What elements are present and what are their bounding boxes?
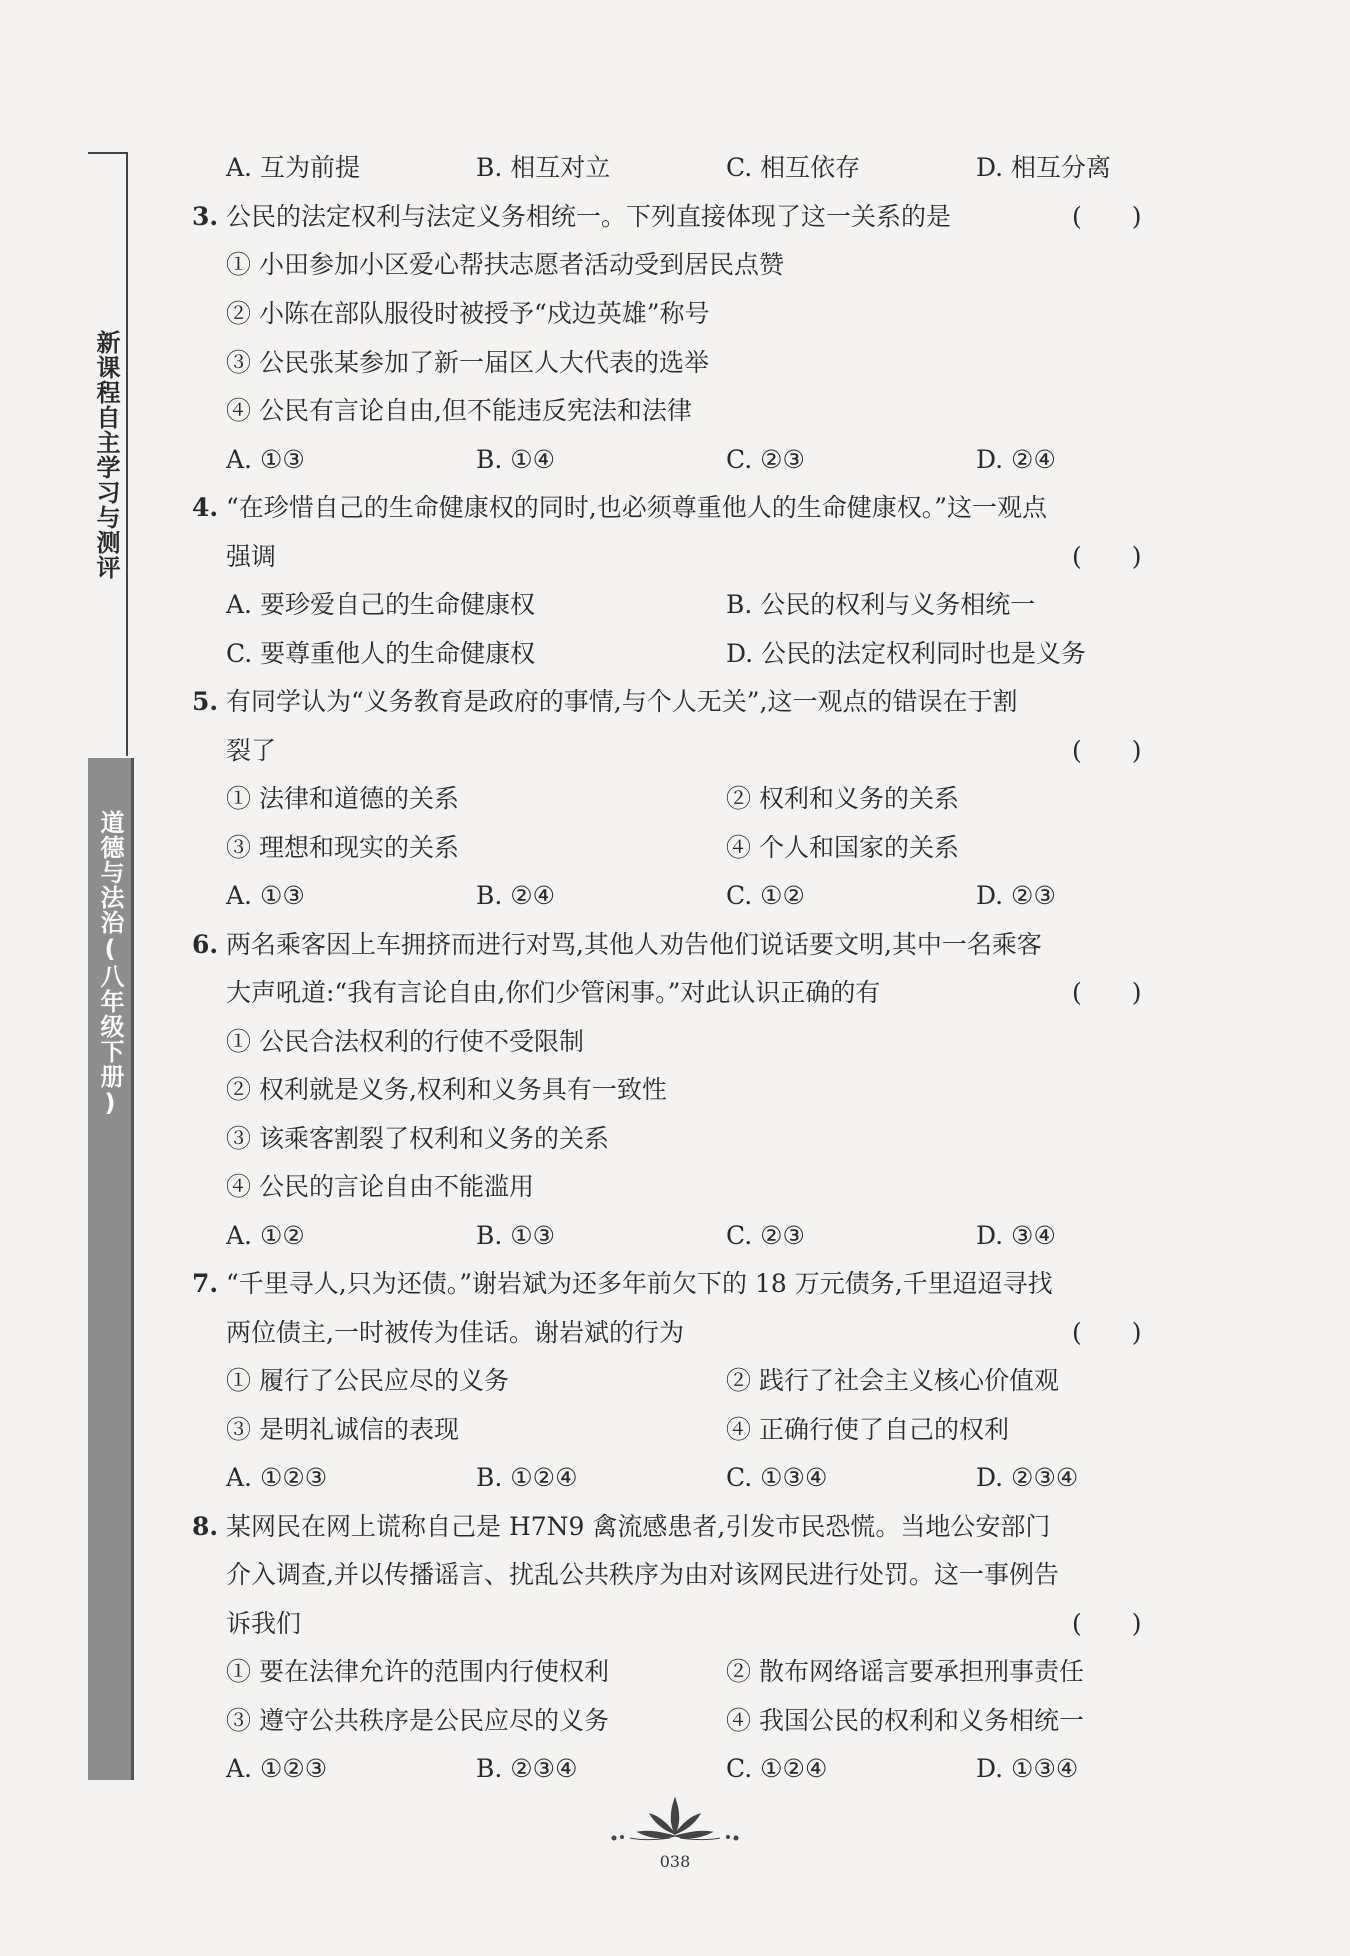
answer-blank: ( ) <box>1072 542 1142 571</box>
option-a: A. ①②③ <box>226 1463 328 1492</box>
statement: ② 权利和义务的关系 <box>726 784 959 813</box>
question-stem-line: 公民的法定权利与法定义务相统一。下列直接体现了这一关系的是 <box>226 202 952 231</box>
question-stem-line: 强调 <box>226 542 277 571</box>
answer-blank: ( ) <box>1072 1318 1142 1347</box>
question-number: 3. <box>192 202 219 231</box>
statement: ③ 公民张某参加了新一届区人大代表的选举 <box>226 348 709 377</box>
question-stem-line: 有同学认为“义务教育是政府的事情,与个人无关”,这一观点的错误在于割 <box>226 687 1018 716</box>
option-c: C. 要尊重他人的生命健康权 <box>226 639 536 668</box>
option-b: B. 公民的权利与义务相统一 <box>726 590 1036 619</box>
question-number: 5. <box>192 687 219 716</box>
option-b: B. ①②④ <box>476 1463 578 1492</box>
option-d: D. ②③④ <box>976 1463 1079 1492</box>
question-number: 7. <box>192 1269 219 1298</box>
option-c: C. ①② <box>726 881 805 910</box>
option-d: D. 相互分离 <box>976 153 1112 182</box>
question-number: 6. <box>192 930 219 959</box>
option-c: C. 相互依存 <box>726 153 861 182</box>
question-stem-line: 裂了 <box>226 736 277 765</box>
statement: ② 践行了社会主义核心价值观 <box>726 1366 1059 1395</box>
question-stem-line: “千里寻人,只为还债。”谢岩斌为还多年前欠下的 18 万元债务,千里迢迢寻找 <box>226 1269 1053 1298</box>
option-c: C. ②③ <box>726 1221 805 1250</box>
sidebar-book-title: 新课程自主学习与测评 <box>92 330 120 580</box>
leaf-ornament-icon <box>600 1790 750 1850</box>
statement: ① 小田参加小区爱心帮扶志愿者活动受到居民点赞 <box>226 250 784 279</box>
option-b: B. ①④ <box>476 445 556 474</box>
question-stem-line: 诉我们 <box>226 1609 302 1638</box>
statement: ③ 理想和现实的关系 <box>226 833 459 862</box>
statement: ① 公民合法权利的行使不受限制 <box>226 1027 584 1056</box>
statement: ④ 公民有言论自由,但不能违反宪法和法律 <box>226 396 692 425</box>
option-c: C. ①③④ <box>726 1463 828 1492</box>
statement: ③ 是明礼诚信的表现 <box>226 1415 459 1444</box>
option-d: D. 公民的法定权利同时也是义务 <box>726 639 1087 668</box>
option-a: A. ①③ <box>226 881 305 910</box>
option-d: D. ②③ <box>976 881 1056 910</box>
option-a: A. ①② <box>226 1221 305 1250</box>
answer-blank: ( ) <box>1072 736 1142 765</box>
statement: ③ 遵守公共秩序是公民应尽的义务 <box>226 1706 609 1735</box>
option-d: D. ③④ <box>976 1221 1056 1250</box>
option-a: A. ①③ <box>226 445 305 474</box>
page-number: 038 <box>659 1852 691 1871</box>
answer-blank: ( ) <box>1072 202 1142 231</box>
option-b: B. 相互对立 <box>476 153 611 182</box>
question-stem-line: 两名乘客因上车拥挤而进行对骂,其他人劝告他们说话要文明,其中一名乘客 <box>226 930 1042 959</box>
question-stem-line: “在珍惜自己的生命健康权的同时,也必须尊重他人的生命健康权。”这一观点 <box>226 493 1048 522</box>
statement: ④ 正确行使了自己的权利 <box>726 1415 1009 1444</box>
question-stem-line: 大声吼道:“我有言论自由,你们少管闲事。”对此认识正确的有 <box>226 978 881 1007</box>
statement: ④ 个人和国家的关系 <box>726 833 959 862</box>
answer-blank: ( ) <box>1072 978 1142 1007</box>
statement: ② 权利就是义务,权利和义务具有一致性 <box>226 1075 667 1104</box>
question-stem-line: 某网民在网上谎称自己是 H7N9 禽流感患者,引发市民恐慌。当地公安部门 <box>226 1512 1051 1541</box>
statement: ④ 我国公民的权利和义务相统一 <box>726 1706 1084 1735</box>
option-c: C. ②③ <box>726 445 805 474</box>
question-number: 8. <box>192 1512 219 1541</box>
question-stem-line: 两位债主,一时被传为佳话。谢岩斌的行为 <box>226 1318 684 1347</box>
statement: ② 散布网络谣言要承担刑事责任 <box>726 1657 1084 1686</box>
statement: ③ 该乘客割裂了权利和义务的关系 <box>226 1124 609 1153</box>
option-b: B. ②④ <box>476 881 556 910</box>
question-stem-line: 介入调查,并以传播谣言、扰乱公共秩序为由对该网民进行处罚。这一事例告 <box>226 1560 1059 1589</box>
option-a: A. ①②③ <box>226 1754 328 1783</box>
statement: ① 要在法律允许的范围内行使权利 <box>226 1657 609 1686</box>
answer-blank: ( ) <box>1072 1609 1142 1638</box>
sidebar-subject-label: 道德与法治(八年级下册) <box>96 810 124 1118</box>
option-a: A. 互为前提 <box>226 153 360 182</box>
option-a: A. 要珍爱自己的生命健康权 <box>226 590 535 619</box>
option-d: D. ②④ <box>976 445 1056 474</box>
statement: ① 履行了公民应尽的义务 <box>226 1366 509 1395</box>
statement: ① 法律和道德的关系 <box>226 784 459 813</box>
option-c: C. ①②④ <box>726 1754 828 1783</box>
option-b: B. ①③ <box>476 1221 556 1250</box>
option-b: B. ②③④ <box>476 1754 578 1783</box>
question-number: 4. <box>192 493 219 522</box>
option-d: D. ①③④ <box>976 1754 1079 1783</box>
statement: ② 小陈在部队服役时被授予“戍边英雄”称号 <box>226 299 710 328</box>
statement: ④ 公民的言论自由不能滥用 <box>226 1172 534 1201</box>
